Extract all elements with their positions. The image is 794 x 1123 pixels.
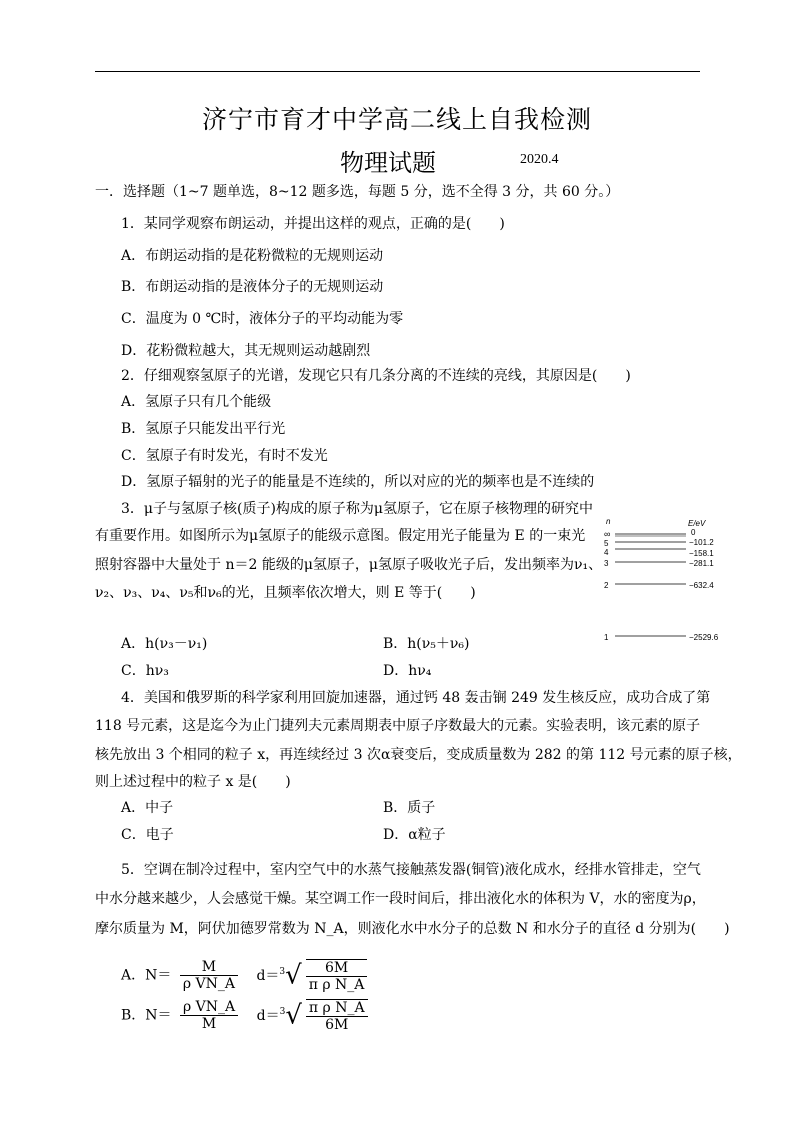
q1-option-b: B．布朗运动指的是液体分子的无规则运动 — [121, 279, 384, 295]
q5-option-a — [121, 952, 371, 992]
q5-b-root-den: 6M — [325, 1016, 349, 1033]
q5-b-den: M — [201, 1016, 217, 1033]
q4-option-a: A．中子 — [121, 800, 174, 816]
q2-stem: 2．仔细观察氢原子的光谱，发现它只有几条分离的不连续的亮线，其原因是( ) — [121, 368, 631, 384]
page-subtitle: 物理试题 — [340, 149, 436, 177]
level-e-1: −2529.6 — [689, 633, 719, 642]
q5-a-den: ρ VN_A — [182, 976, 235, 993]
q1-option-d: D．花粉微粒越大，其无规则运动越剧烈 — [121, 343, 371, 359]
q5-b-label: B．N＝ — [121, 1007, 172, 1024]
q2-option-a: A．氢原子只有几个能级 — [121, 394, 272, 410]
q2-option-b: B．氢原子只能发出平行光 — [121, 421, 286, 437]
level-n-2: 2 — [604, 581, 609, 590]
q5-b-root-fraction — [306, 999, 368, 1033]
page-title: 济宁市育才中学高二线上自我检测 — [201, 105, 592, 134]
diagram-e-label: E/eV — [688, 519, 706, 528]
q5-a-d-label: d＝ — [256, 967, 280, 984]
section-heading: 一．选择题（1~7 题单选，8~12 题多选，每题 5 分，选不全得 3 分，共 60 分。） — [95, 184, 620, 200]
q4-line4: 则上述过程中的粒子 x 是( ) — [95, 774, 291, 790]
q3-line3: 照射容器中大量处于 n＝2 能级的μ氢原子，μ氢原子吸收光子后，发出频率为ν₁、 — [95, 557, 603, 573]
q3-option-a: A．h(ν₃－ν₁) — [121, 636, 208, 652]
q5-line2: 中水分越来越少，人会感觉干燥。某空调工作一段时间后，排出液化水的体积为 V，水的密度为ρ， — [95, 891, 706, 907]
q2-option-c: C．氢原子有时发光，有时不发光 — [121, 448, 328, 464]
level-n-4: 4 — [604, 548, 609, 557]
q5-a-radical: √ — [285, 960, 302, 991]
q5-b-root-index: 3 — [279, 1007, 286, 1017]
level-n-3: 3 — [604, 559, 609, 568]
q4-line3: 核先放出 3 个相同的粒子 x，再连续经过 3 次α衰变后，变成质量数为 282 的第 112 号元素的原子核， — [95, 747, 742, 763]
q1-option-a: A．布朗运动指的是花粉微粒的无规则运动 — [121, 248, 384, 264]
q3-line1: 3．μ子与氢原子核(质子)构成的原子称为μ氢原子，它在原子核物理的研究中 — [121, 501, 594, 517]
q5-b-d-label: d＝ — [256, 1007, 280, 1024]
q1-stem: 1．某同学观察布朗运动，并提出这样的观点，正确的是( ) — [121, 216, 505, 232]
level-n-5: 5 — [604, 539, 609, 548]
q5-b-root-num: π ρ N_A — [306, 1000, 368, 1017]
q5-line1: 5．空调在制冷过程中，室内空气中的水蒸气接触蒸发器(铜管)液化成水，经排水管排走，空气 — [121, 862, 701, 878]
q5-a-root-den: π ρ N_A — [308, 976, 365, 993]
q1-option-c: C．温度为 0 ℃时，液体分子的平均动能为零 — [121, 311, 404, 327]
q5-line3: 摩尔质量为 M，阿伏加德罗常数为 N_A，则液化水中水分子的总数 N 和水分子的直径 d 分别为( ) — [95, 921, 730, 937]
exam-date: 2020.4 — [520, 152, 559, 167]
q2-option-d: D．氢原子辐射的光子的能量是不连续的，所以对应的光的频率也是不连续的 — [121, 474, 595, 490]
q4-option-c: C．电子 — [121, 827, 174, 843]
q5-b-radical: √ — [285, 1000, 302, 1031]
level-e-inf: 0 — [691, 528, 696, 537]
header-rule — [95, 71, 700, 72]
q4-option-d: D．α粒子 — [383, 827, 446, 843]
level-n-inf: ∞ — [604, 529, 611, 539]
q5-a-root-num: 6M — [306, 960, 368, 977]
q4-line2: 118 号元素，这是迄今为止门捷列夫元素周期表中原子序数最大的元素。实验表明，该元素的原子 — [95, 718, 701, 734]
q4-line1: 4．美国和俄罗斯的科学家利用回旋加速器，通过钙 48 轰击锎 249 发生核反应，成功合成了第 — [121, 690, 711, 706]
q5-option-b — [121, 992, 372, 1032]
q4-option-b: B．质子 — [383, 800, 436, 816]
level-e-2: −632.4 — [689, 581, 714, 590]
q5-a-fraction — [180, 959, 238, 992]
level-e-5: −101.2 — [689, 538, 714, 547]
q3-option-c: C．hν₃ — [121, 663, 169, 679]
level-e-4: −158.1 — [689, 549, 714, 558]
q5-b-num: ρ VN_A — [180, 999, 238, 1016]
q5-a-num: M — [180, 959, 238, 976]
q3-line4: ν₂、ν₃、ν₄、ν₅和ν₆的光，且频率依次增大，则 E 等于( ) — [95, 585, 476, 601]
q5-a-root-fraction — [306, 959, 368, 993]
level-e-3: −281.1 — [689, 559, 714, 568]
q5-a-root-index: 3 — [279, 967, 286, 977]
q3-option-d: D．hν₄ — [383, 663, 432, 679]
q5-b-fraction — [180, 999, 238, 1032]
q3-line2: 有重要作用。如图所示为μ氢原子的能级示意图。假定用光子能量为 E 的一束光 — [95, 528, 586, 544]
energy-level-diagram — [598, 512, 738, 647]
diagram-n-label: n — [606, 517, 611, 526]
q5-a-label: A．N＝ — [121, 967, 172, 984]
q3-option-b: B．h(ν₅＋ν₆) — [383, 636, 470, 652]
level-n-1: 1 — [604, 633, 609, 642]
